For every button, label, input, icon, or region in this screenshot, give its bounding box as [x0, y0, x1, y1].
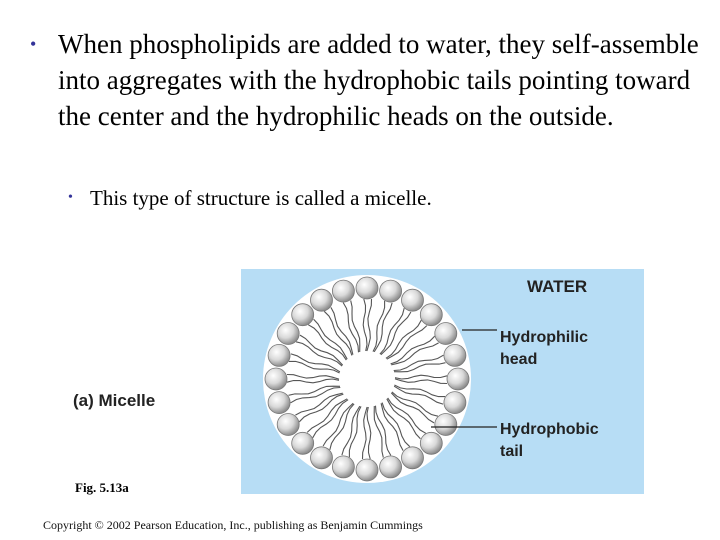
copyright-notice: Copyright © 2002 Pearson Education, Inc., publishing as Benjamin Cummings	[43, 518, 423, 532]
micelle-diagram	[241, 269, 644, 494]
bullet-glyph: •	[68, 190, 73, 205]
phospholipid-head	[356, 459, 378, 481]
phospholipid-head	[380, 280, 402, 302]
phospholipid-head	[332, 280, 354, 302]
phospholipid-head	[356, 277, 378, 299]
water-label: WATER	[527, 277, 588, 296]
micelle-figure	[241, 269, 644, 494]
phospholipid-head	[380, 456, 402, 478]
head-label-line1: Hydrophilic	[500, 329, 589, 346]
figure-caption: Fig. 5.13a	[75, 480, 129, 495]
sub-bullet-text: This type of structure is called a micelle.	[90, 186, 432, 210]
phospholipid-head	[277, 414, 299, 436]
phospholipid-head	[292, 432, 314, 454]
panel-label: (a) Micelle	[73, 391, 156, 410]
phospholipid-head	[444, 392, 466, 414]
phospholipid-head	[265, 368, 287, 390]
phospholipid-head	[420, 432, 442, 454]
phospholipid-head	[402, 447, 424, 469]
phospholipid-head	[292, 304, 314, 326]
tail-label-line2: tail	[500, 443, 524, 460]
phospholipid-head	[444, 344, 466, 366]
phospholipid-head	[268, 392, 290, 414]
tail-label-line1: Hydrophobic	[500, 421, 599, 438]
sub-bullet	[68, 184, 668, 212]
phospholipid-head	[311, 289, 333, 311]
phospholipid-head	[277, 323, 299, 345]
main-bullet	[30, 26, 700, 134]
phospholipid-head	[435, 414, 457, 436]
micelle-core	[345, 357, 389, 401]
phospholipid-head	[420, 304, 442, 326]
phospholipid-head	[268, 344, 290, 366]
phospholipid-head	[402, 289, 424, 311]
phospholipid-head	[435, 323, 457, 345]
phospholipid-head	[311, 447, 333, 469]
phospholipid-head	[332, 456, 354, 478]
main-bullet-text: When phospholipids are added to water, they self-assemble into aggregates with the hydrophobic tails pointing toward the center and the hydrophilic heads on the outside.	[58, 29, 699, 131]
phospholipid-head	[447, 368, 469, 390]
bullet-glyph: •	[30, 34, 37, 54]
head-label-line2: head	[500, 351, 538, 368]
